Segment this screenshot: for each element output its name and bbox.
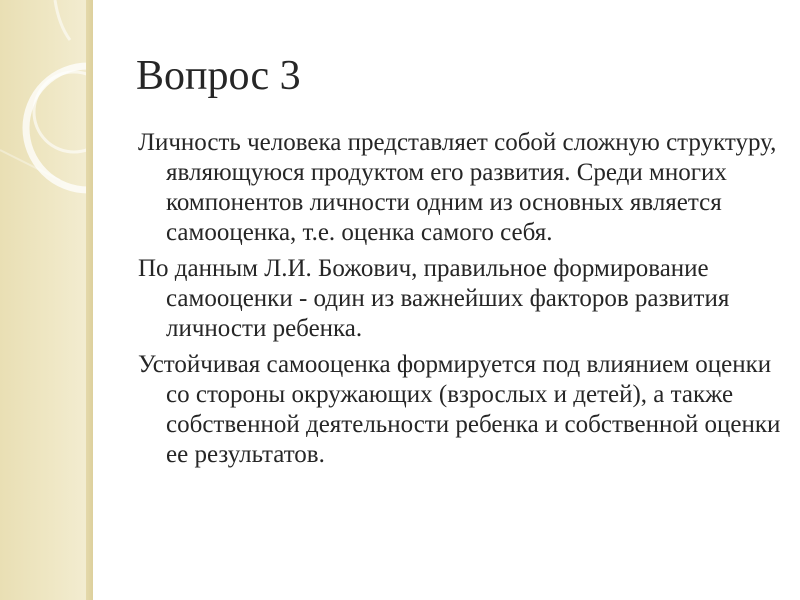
slide-body [138,128,783,476]
paragraph-3: Устойчивая самооценка формируется под влиянием оценки со стороны окружающих (взрослых и детей), а также собственной деятельности ребенка и собственной оценки ее результатов. [138,351,781,468]
decorative-rings-icon [0,0,93,240]
slide-title: Вопрос 3 [136,53,301,99]
paragraph-2: По данным Л.И. Божович, правильное формирование самооценки - один из важнейших факторов развития личности ребенка. [138,255,730,342]
paragraph-1: Личность человека представляет собой сложную структуру, являющуюся продуктом его развития. Среди многих компонентов личности одним из основных является самооценка, т.е. оценка самого себя. [138,129,777,246]
decorative-side-panel [0,0,93,600]
